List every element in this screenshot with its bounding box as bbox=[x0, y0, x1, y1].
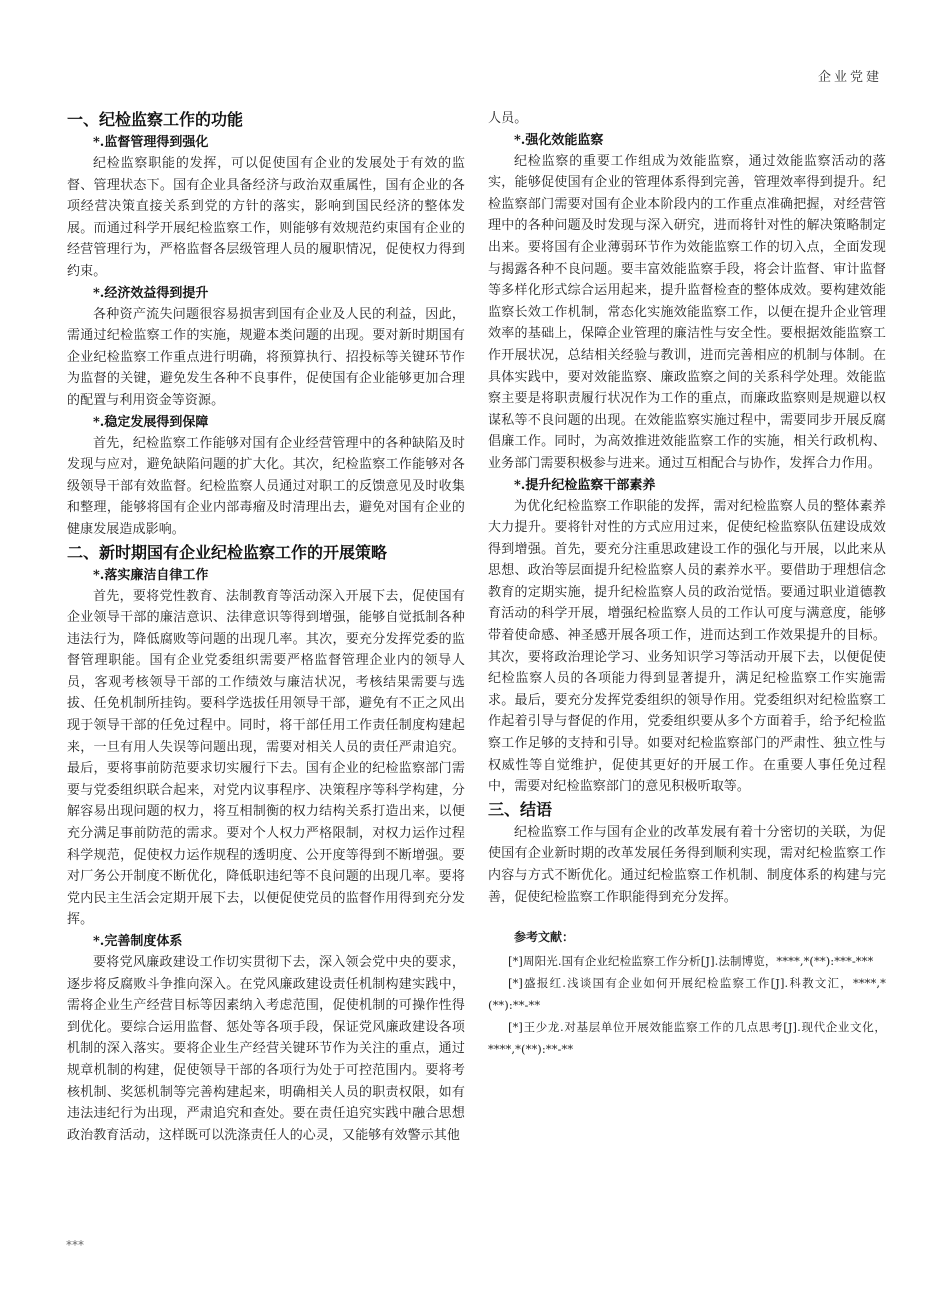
reference-item: [*]周阳光.国有企业纪检监察工作分析[J].法制博览，****,*(**):***-*** bbox=[508, 954, 874, 969]
paragraph-continuation: 人员。 bbox=[488, 111, 528, 126]
section-heading: 一、纪检监察工作的功能 bbox=[67, 110, 244, 129]
right-column bbox=[488, 108, 886, 1060]
subsection-heading: *.完善制度体系 bbox=[93, 934, 183, 949]
section-heading: 二、新时期国有企业纪检监察工作的开展策略 bbox=[67, 542, 388, 562]
references-title: 参考文献： bbox=[514, 930, 575, 945]
body-paragraph: 首先，要将党性教育、法制教育等活动深入开展下去，促使国有企业领导干部的廉洁意识、法律意识等得到增强，能够自觉抵制各种违法行为，降低腐败等问题的出现几率。其次，要充分发挥党委的监督管理职能。国有企业党委组织需要严格监督管理企业内的领导人员，客观考核领导干部的工作绩效与廉洁状况，考核结果需要与选拔、任免机制所挂钩。要科学选拔任用领导干部，避免有不正之风出现于领导干部的任免过程中。同时，将干部任用工作责任制度构建起来，一旦有用人失误等问题出现，需要对相关人员的责任严肃追究。最后，要将事前防范要求切实履行下去。国有企业的纪检监察部门需要与党委组织联合起来，对党内议事程序、决策程序等科学构建，分解容易出现问题的权力，将互相制衡的权力结构关系打造出来，以便充分满足事前防范的需求。要对个人权力严格限制，对权力运作过程科学规范，促使权力运作规程的透明度、公开度等得到不断增强。要对厂务公开制度不断优化，降低职违纪等不良问题的出现几率。要将党内民主生活会定期开展下去，以便促使党员的监督作用得到充分发挥。 bbox=[67, 588, 465, 928]
section-heading: 三、结语 bbox=[488, 799, 553, 819]
body-paragraph: 为优化纪检监察工作职能的发挥，需对纪检监察人员的整体素养大力提升。要将针对性的方式应用过来，促使纪检监察队伍建设成效得到增强。首先，要充分注重思政建设工作的强化与开展，以此来从思想、政治等层面提升纪检监察人员的素养水平。要借助于理想信念教育的定期实施，提升纪检监察人员的政治觉悟。要通过职业道德教育活动的科学开展，增强纪检监察人员的工作认可度与满意度，能够带着使命感、神圣感开展各项工作，进而达到工作效果提升的目标。其次，要将政治理论学习、业务知识学习等活动开展下去，以便促使纪检监察人员的各项能力得到显著提升，满足纪检监察工作实施需求。最后，要充分发挥党委组织的领导作用。党委组织对纪检监察工作起着引导与督促的作用，党委组织要从多个方面着手，给予纪检监察工作足够的支持和引导。如要对纪检监察部门的严肃性、独立性与权威性等自觉维护，促使其更好的开展工作。在重要人事任免过程中，需要对纪检监察部门的意见积极听取等。 bbox=[488, 498, 886, 795]
reference-item: [*]盛报红.浅谈国有企业如何开展纪检监察工作[J].科教文汇，****,*(**):**-** bbox=[488, 976, 886, 1013]
body-paragraph: 各种资产流失问题很容易损害到国有企业及人民的利益，因此，需通过纪检监察工作的实施，规避本类问题的出现。要对新时期国有企业纪检监察工作重点进行明确，将预算执行、招投标等关键环节作为监督的关键，避免发生各种不良事件，促使国有企业能够更加合理的配置与利用资金等资源。 bbox=[67, 306, 465, 408]
subsection-heading: *.提升纪检监察干部素养 bbox=[514, 477, 656, 493]
references bbox=[488, 926, 886, 1060]
left-column bbox=[67, 108, 465, 1146]
page-footer: *** bbox=[66, 1238, 84, 1252]
subsection-heading: *.强化效能监察 bbox=[514, 132, 604, 148]
journal-section-header: 企业党建 bbox=[817, 70, 882, 85]
body-paragraph: 纪检监察工作与国有企业的改革发展有着十分密切的关联，为促使国有企业新时期的改革发展任务得到顺利实现，需对纪检监察工作内容与方式不断优化。通过纪检监察工作机制、制度体系的构建与完善，促使纪检监察工作职能得到充分发挥。 bbox=[488, 824, 886, 905]
subsection-heading: *.监督管理得到强化 bbox=[93, 135, 209, 150]
body-paragraph: 纪检监察职能的发挥，可以促使国有企业的发展处于有效的监督、管理状态下。国有企业具备经济与政治双重属性，国有企业的各项经营决策直接关系到党的方针的落实，影响到国民经济的整体发展。而通过科学开展纪检监察工作，则能够有效规范约束国有企业的经营管理行为，严格监督各层级管理人员的履职情况，促使权力得到约束。 bbox=[67, 156, 465, 279]
body-paragraph: 纪检监察的重要工作组成为效能监察，通过效能监察活动的落实，能够促使国有企业的管理体系得到完善，管理效率得到提升。纪检监察部门需要对国有企业本阶段内的工作重点准确把握，对经营管理中的各种问题及时发现与深入研究，进而将针对性的解决策略制定出来。要将国有企业薄弱环节作为效能监察工作的切入点，全面发现与揭露各种不良问题。要丰富效能监察手段，将会计监督、审计监督等多样化形式综合运用起来，提升监督检查的整体成效。要构建效能监察长效工作机制，常态化实施效能监察工作，以便在提升企业管理效率的基础上，保障企业管理的廉洁性与安全性。要根据效能监察工作开展状况，总结相关经验与教训，进而完善相应的机制与体制。在具体实践中，要对效能监察、廉政监察之间的关系科学处理。效能监察主要是将职责履行状况作为工作的重点，而廉政监察则是规避以权谋私等不良问题的出现。在效能监察实施过程中，需要同步开展反腐倡廉工作。同时，为高效推进效能监察工作的实施，相关行政机构、业务部门需要积极参与进来。通过互相配合与协作，发挥合力作用。 bbox=[488, 153, 886, 471]
subsection-heading: *.落实廉洁自律工作 bbox=[93, 567, 209, 583]
subsection-heading: *.经济效益得到提升 bbox=[93, 285, 209, 301]
body-paragraph: 首先，纪检监察工作能够对国有企业经营管理中的各种缺陷及时发现与应对，避免缺陷问题的扩大化。其次，纪检监察工作能够对各级领导干部有效监督。纪检监察人员通过对职工的反馈意见及时收集和整理，能够将国有企业内部毒瘤及时清理出去，避免对国有企业的健康发展造成影响。 bbox=[67, 435, 465, 537]
subsection-heading: *.稳定发展得到保障 bbox=[93, 414, 209, 430]
body-paragraph: 要将党风廉政建设工作切实贯彻下去，深入领会党中央的要求，逐步将反腐败斗争推向深入。在党风廉政建设责任机制构建实践中，需将企业生产经营目标等因素纳入考虑范围，促使机制的可操作性得到优化。要综合运用监督、惩处等各项手段，保证党风廉政建设各项机制的深入落实。要将企业生产经营关键环节作为关注的重点，通过规章机制的构建，促使领导干部的各项行为处于可控范围内。要将考核机制、奖惩机制等完善构建起来，明确相关人员的职责权限，如有违法违纪行为出现，严肃追究和查处。要在责任追究实践中融合思想政治教育活动，这样既可以洗涤责任人的心灵，又能够有效警示其他 bbox=[67, 955, 465, 1143]
reference-item: [*]王少龙.对基层单位开展效能监察工作的几点思考[J].现代企业文化，****,*(**):**-** bbox=[488, 1020, 886, 1057]
